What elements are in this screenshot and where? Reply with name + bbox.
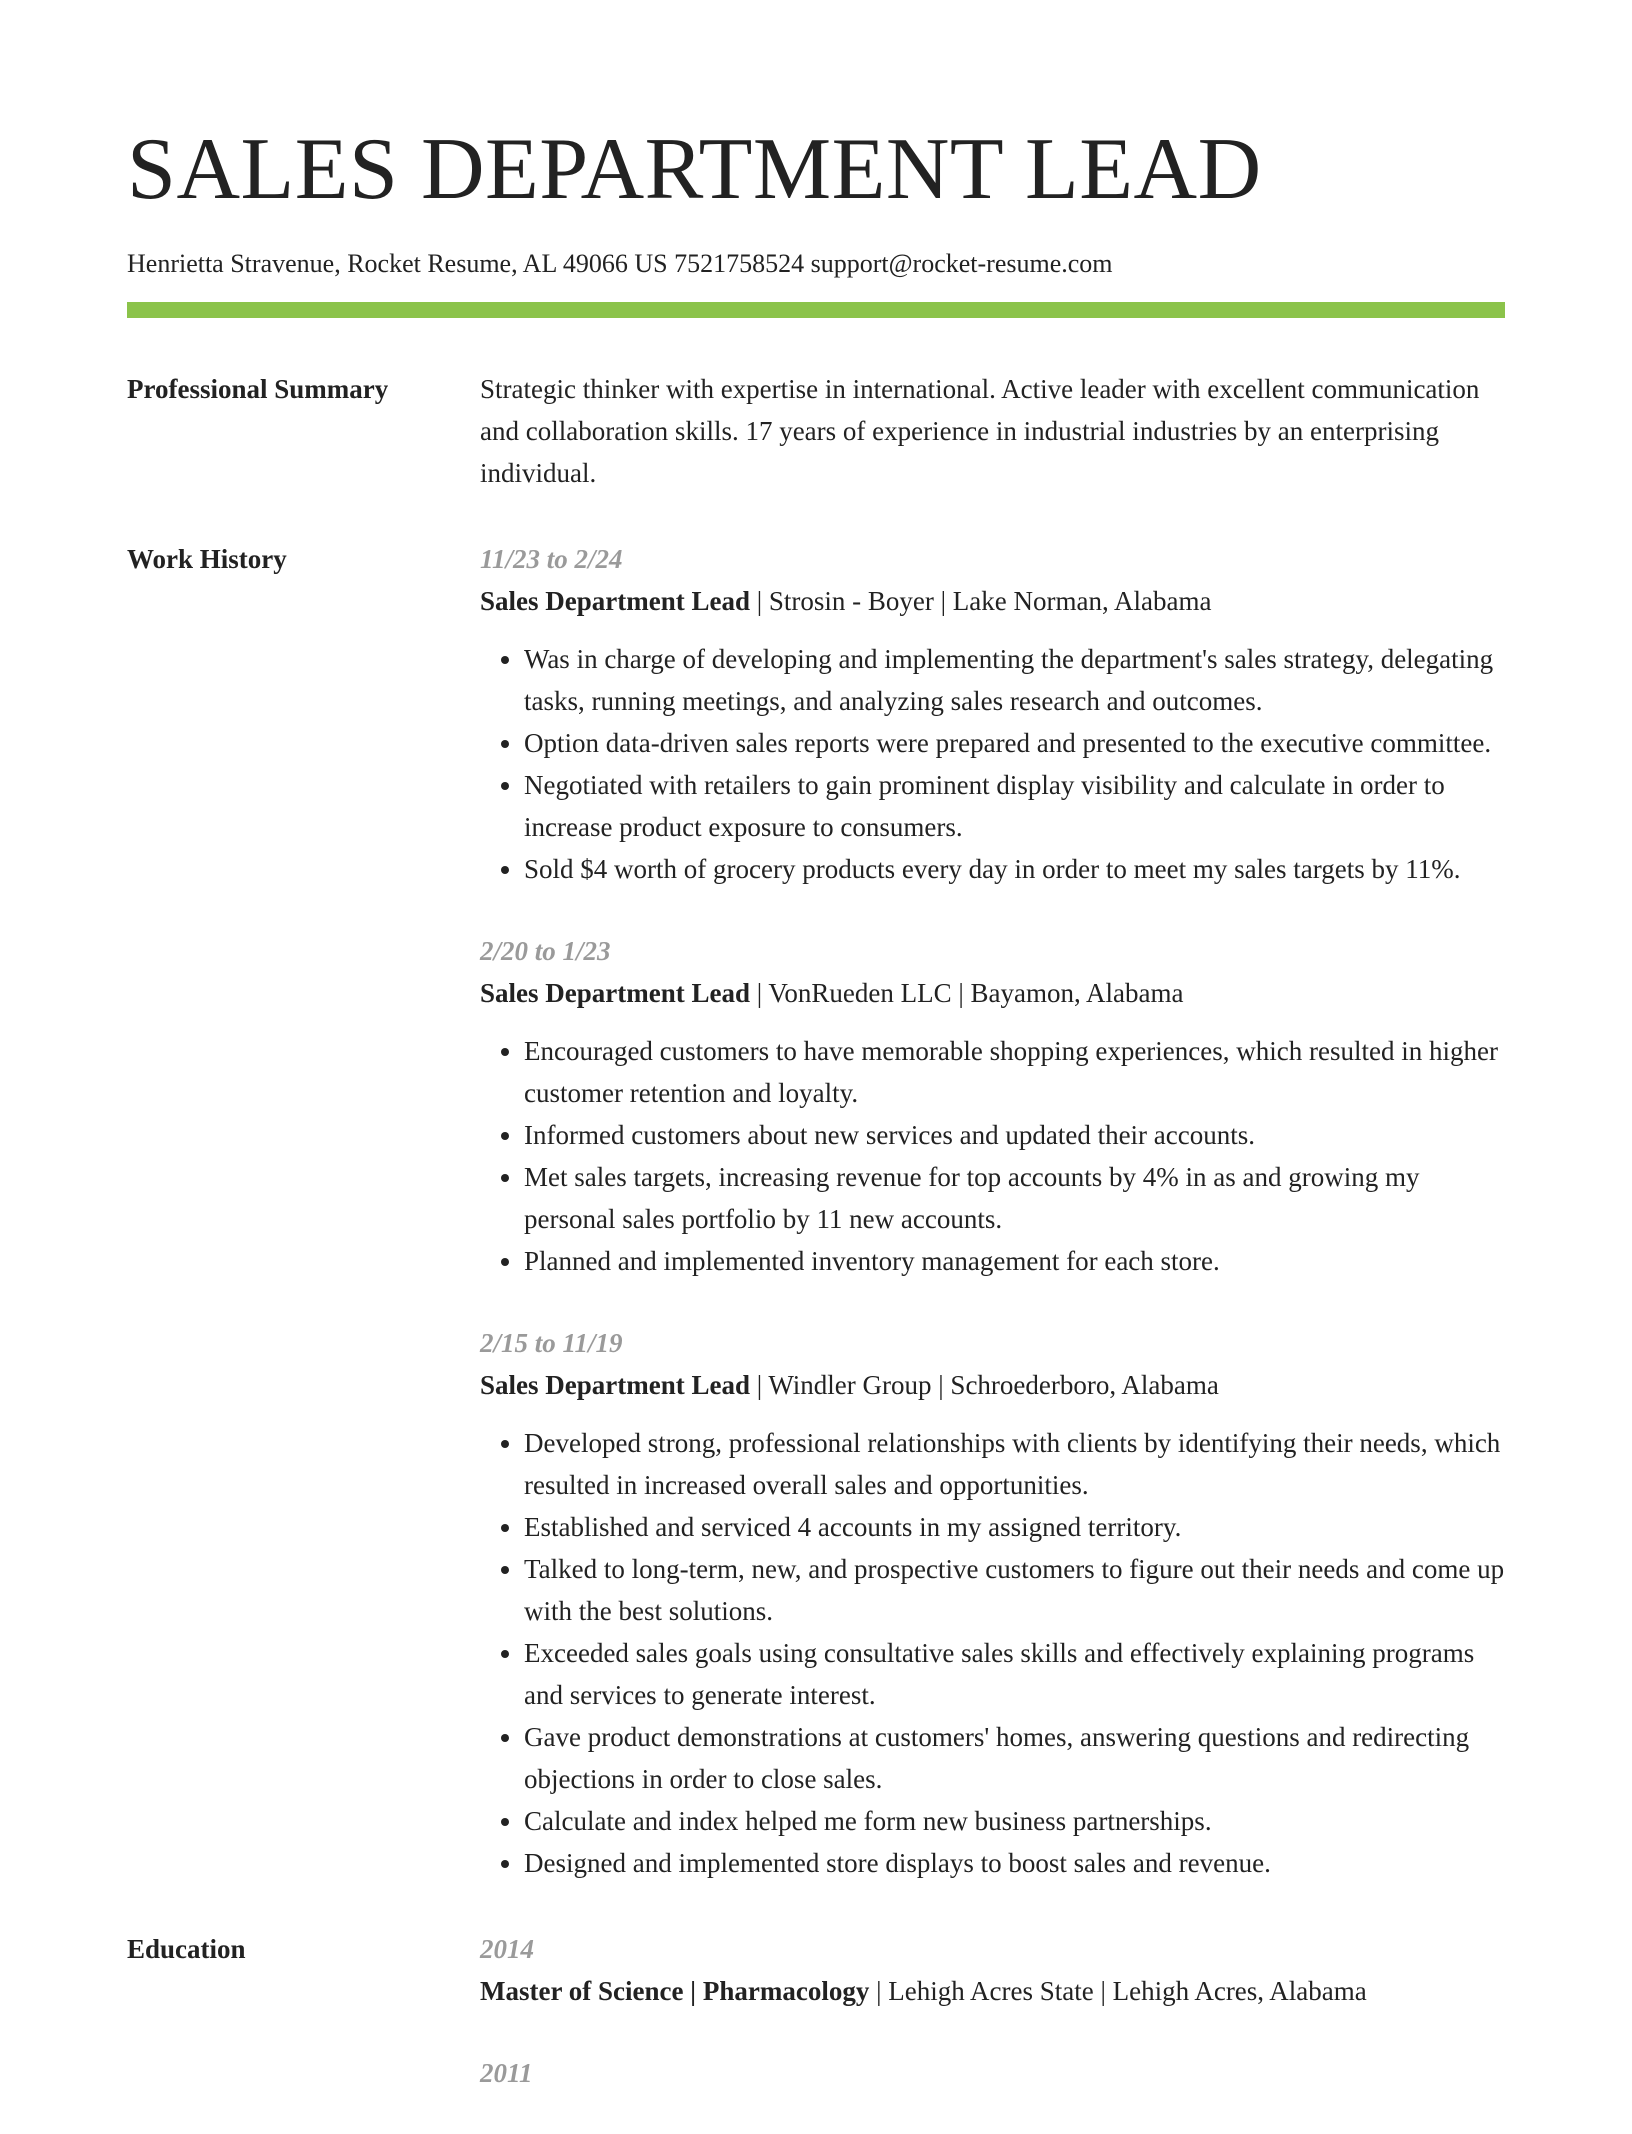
job-bullet: • Option data-driven sales reports were prepared and presented to the executive committee. [524, 722, 1505, 764]
education-line [480, 1970, 1505, 2012]
section-title-summary: Professional Summary [127, 374, 389, 404]
summary-text: Strategic thinker with expertise in international. Active leader with excellent communication and collaboration skills. 17 years of experience in industrial industries by an enterprising individual. [480, 374, 1480, 488]
job-details: | Strosin - Boyer | Lake Norman, Alabama [749, 586, 1212, 616]
job-bullet: • Was in charge of developing and implementing the department's sales strategy, delegating tasks, running meetings, and analyzing sales research and outcomes. [524, 638, 1505, 722]
job-date: 2/15 to 11/19 [480, 1328, 623, 1358]
job-title: Sales Department Lead [480, 978, 750, 1008]
work-history-section [127, 538, 1505, 1884]
education-entry [480, 2052, 1505, 2094]
job-bullets [480, 1030, 1505, 1282]
job-entry [480, 538, 1505, 890]
resume-title: SALES DEPARTMENT LEAD [127, 121, 1262, 218]
education-list [480, 1928, 1505, 2134]
job-bullets [480, 638, 1505, 890]
education-date: 2011 [480, 2058, 533, 2088]
job-entry [480, 930, 1505, 1282]
job-bullet: • Sold $4 worth of grocery products every day in order to meet my sales targets by 11%. [524, 848, 1505, 890]
header-divider [127, 302, 1505, 318]
job-date: 2/20 to 1/23 [480, 936, 611, 966]
job-bullet: • Calculate and index helped me form new business partnerships. [524, 1800, 1505, 1842]
job-bullet: • Met sales targets, increasing revenue for top accounts by 4% in as and growing my personal sales portfolio by 11 new accounts. [524, 1156, 1505, 1240]
job-bullet: • Talked to long-term, new, and prospective customers to figure out their needs and come up with the best solutions. [524, 1548, 1505, 1632]
summary-section [127, 368, 1505, 494]
job-bullet: • Developed strong, professional relationships with clients by identifying their needs, which resulted in increased overall sales and opportunities. [524, 1422, 1505, 1506]
job-title: Sales Department Lead [480, 586, 750, 616]
job-bullet: • Designed and implemented store displays to boost sales and revenue. [524, 1842, 1505, 1884]
section-title-work-history: Work History [127, 544, 287, 574]
education-date: 2014 [480, 1934, 534, 1964]
job-bullet: • Informed customers about new services and updated their accounts. [524, 1114, 1505, 1156]
work-history-list [480, 538, 1505, 1884]
job-bullet: • Encouraged customers to have memorable shopping experiences, which resulted in higher customer retention and loyalty. [524, 1030, 1505, 1114]
job-bullet: • Gave product demonstrations at customers' homes, answering questions and redirecting objections in order to close sales. [524, 1716, 1505, 1800]
education-section [127, 1928, 1505, 2134]
section-title-education: Education [127, 1934, 246, 1964]
job-bullet: • Planned and implemented inventory management for each store. [524, 1240, 1505, 1282]
job-details: | Windler Group | Schroederboro, Alabama [749, 1370, 1219, 1400]
education-details: | Lehigh Acres State | Lehigh Acres, Alabama [869, 1976, 1367, 2006]
job-bullet: • Negotiated with retailers to gain prominent display visibility and calculate in order to increase product exposure to consumers. [524, 764, 1505, 848]
job-details: | VonRueden LLC | Bayamon, Alabama [749, 978, 1184, 1008]
job-entry [480, 1322, 1505, 1884]
education-degree: Master of Science | Pharmacology [480, 1976, 870, 2006]
job-date: 11/23 to 2/24 [480, 544, 623, 574]
education-entry [480, 1928, 1505, 2012]
job-role-line [480, 972, 1505, 1014]
job-role-line [480, 580, 1505, 622]
job-bullets [480, 1422, 1505, 1884]
contact-line: Henrietta Stravenue, Rocket Resume, AL 49066 US 7521758524 support@rocket-resume.com [127, 249, 1113, 278]
job-bullet: • Exceeded sales goals using consultative sales skills and effectively explaining programs and services to generate interest. [524, 1632, 1505, 1716]
job-title: Sales Department Lead [480, 1370, 750, 1400]
job-role-line [480, 1364, 1505, 1406]
job-bullet: • Established and serviced 4 accounts in my assigned territory. [524, 1506, 1505, 1548]
